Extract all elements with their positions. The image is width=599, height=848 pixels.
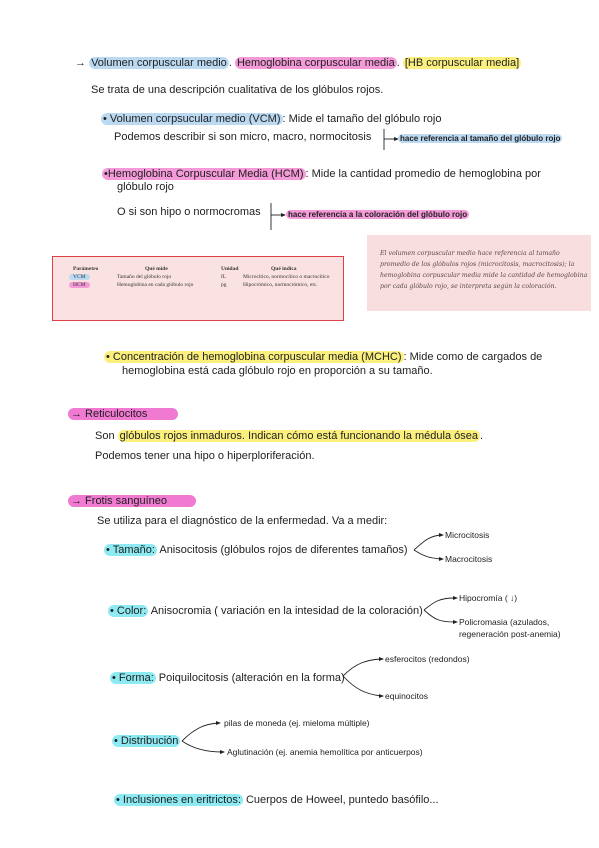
bullet: • (103, 113, 107, 125)
distribucion-term: • Distribución (114, 735, 179, 747)
branch-policromasia-line2: regeneración post-anemia) (459, 629, 561, 639)
tamano-term: • Tamaño: (106, 544, 155, 556)
tamano-desc: Anisocitosis (glóbulos rojos de diferentes tamaños) (156, 544, 408, 556)
branch-pilas-moneda: pilas de moneda (ej. mieloma múltiple) (224, 718, 370, 728)
table-cell: Hipocrómico, normocrómico, etc. (243, 282, 318, 288)
reticulocitos-pre: Son (95, 430, 118, 442)
mchc-desc: : Mide como de cargados de (403, 351, 543, 363)
bullet: • (104, 168, 108, 180)
branch-esferocitos: esferocitos (redondos) (385, 654, 470, 664)
heading-sep: . (228, 57, 235, 69)
arrow-icon: → (75, 57, 86, 69)
table-row (53, 281, 343, 289)
table-cell (53, 273, 115, 281)
table-header: Unidad (221, 266, 239, 272)
frotis-item-forma (110, 672, 345, 684)
mchc-line (104, 351, 542, 363)
table-cell: Microcítico, normocítico o macrocítico (243, 274, 330, 280)
table-header-row (53, 265, 343, 273)
frotis-heading: → Frotis sanguíneo (68, 495, 196, 507)
table-header: Qué mide (145, 266, 168, 272)
branch-microcitosis: Microcitosis (445, 530, 490, 540)
heading-sep: . (396, 57, 403, 69)
table-header: Parámetro (73, 266, 99, 272)
side-note: El volumen corpuscular medio hace referencia al tamaño promedio de los glóbulos rojos (microcitosis, macrocitosis); la hemoglobina corpuscular media mide la cantidad de hemoglobina por cada glóbulo rojo, se interpreta según la coloración. (367, 235, 591, 311)
table-cell (53, 281, 115, 289)
branch-aglutinacion: Aglutinación (ej. anemia hemolítica por anticuerpos) (227, 747, 423, 757)
vcm-term-text: Volumen corpsucular medio (VCM) (109, 113, 281, 125)
frotis-item-color (108, 605, 423, 617)
branch-policromasia: Policromasia (azulados, (459, 617, 550, 627)
branch-hipocromia: Hipocromía ( ↓) (459, 593, 518, 603)
heading-line (75, 57, 521, 69)
hcm-tag: HCM (69, 282, 90, 288)
parameter-table (52, 256, 344, 321)
color-term: • Color: (110, 605, 147, 617)
vcm-tag: VCM (69, 274, 90, 280)
table-header: Qué indica (271, 266, 297, 272)
vcm-desc: : Mide el tamaño del glóbulo rojo (282, 113, 442, 125)
intro-text: Se trata de una descripción cualitativa de los glóbulos rojos. (91, 84, 384, 96)
frotis-item-inclusiones (114, 794, 439, 806)
table-cell: fL (221, 274, 227, 280)
vcm-note: hace referencia al tamaño del glóbulo rojo (400, 134, 561, 143)
table-cell: Hemoglobina en cada glóbulo rojo (117, 282, 194, 288)
reticulocitos-heading: → Reticulocitos (68, 408, 178, 420)
hcm-line (102, 168, 541, 180)
hcm-term (102, 168, 306, 180)
hcm-line3: O si son hipo o normocromas (117, 206, 261, 218)
table (53, 265, 343, 289)
bullet: • (106, 351, 110, 363)
mchc-term-text: Concentración de hemoglobina corpuscular media (MCHC) (112, 351, 402, 363)
forma-desc: Poiquilocitosis (alteración en la forma) (155, 672, 345, 684)
color-desc: Anisocromia ( variación en la intesidad de la coloración) (148, 605, 423, 617)
table-cell: pg (221, 282, 227, 288)
inclusiones-term: • Inclusiones en eritrictos: (116, 794, 241, 806)
inclusiones-desc: Cuerpos de Howeel, puntedo basófilo... (242, 794, 439, 806)
reticulocitos-line2: Podemos tener una hipo o hiperploriferación. (95, 450, 315, 462)
frotis-item-distribucion (112, 735, 180, 747)
hcm-note: hace referencia a la coloración del glóbulo rojo (288, 210, 468, 219)
reticulocitos-line (95, 430, 483, 442)
frotis-intro: Se utiliza para el diagnóstico de la enfermedad. Va a medir: (97, 515, 388, 527)
mchc-line2: hemoglobina está cada glóbulo rojo en proporción a su tamaño. (122, 365, 433, 377)
hcm-term-text: Hemoglobina Corpuscular Media (HCM) (107, 168, 304, 180)
vcm-line (101, 113, 441, 125)
frotis-item-tamano (104, 544, 408, 556)
heading-hb: [HB corpuscular media] (404, 57, 520, 69)
heading-hcm: Hemoglobina corpuscular media (236, 57, 395, 69)
table-cell: Tamaño del glóbulo rojo (117, 274, 172, 280)
heading-vcm: Volumen corpuscular medio (91, 57, 227, 69)
mchc-term (104, 351, 404, 363)
hcm-line2: glóbulo rojo (117, 181, 174, 193)
reticulocitos-highlight: glóbulos rojos inmaduros. Indican cómo está funcionando la médula ósea (119, 430, 478, 442)
branch-macrocitosis: Macrocitosis (445, 554, 493, 564)
forma-term: • Forma: (112, 672, 154, 684)
reticulocitos-post: . (479, 430, 484, 442)
branch-equinocitos: equinocitos (385, 691, 429, 701)
hcm-desc: : Mide la cantidad promedio de hemoglobina por (305, 168, 541, 180)
vcm-line2: Podemos describir si son micro, macro, normocitosis (114, 131, 372, 143)
table-row (53, 273, 343, 281)
vcm-term (101, 113, 283, 125)
